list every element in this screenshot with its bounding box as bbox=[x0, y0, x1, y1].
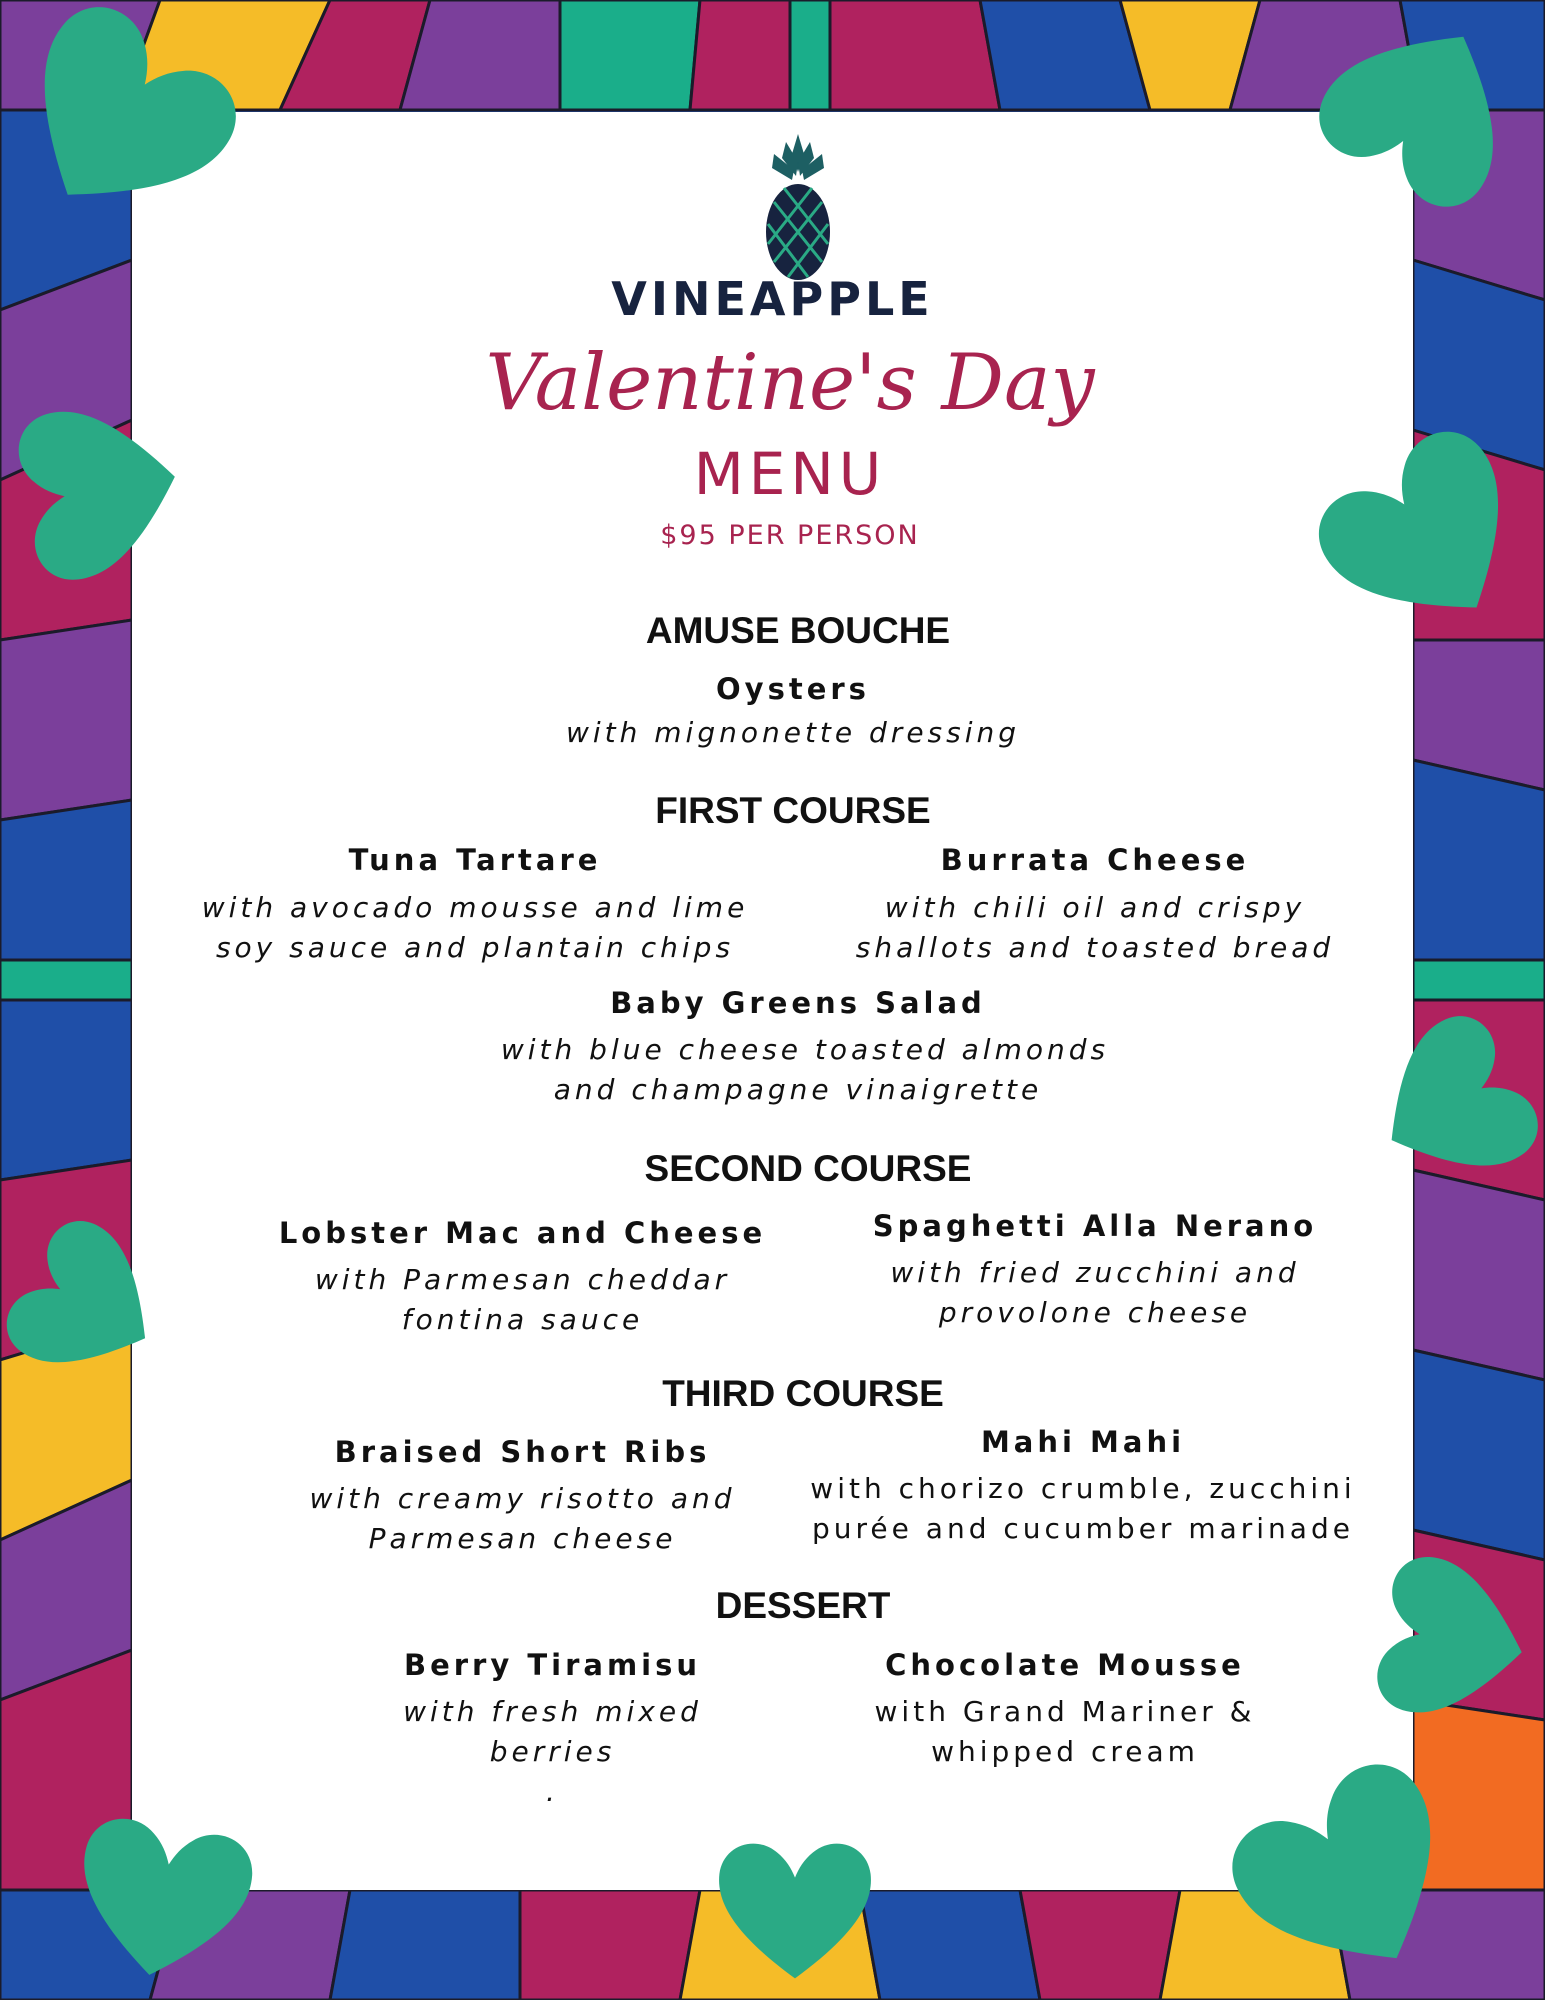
dish-name: Burrata Cheese bbox=[940, 843, 1250, 877]
dish-description: soy sauce and plantain chips bbox=[215, 931, 735, 964]
dish-description: provolone cheese bbox=[938, 1296, 1252, 1329]
section-title-second-course: SECOND COURSE bbox=[644, 1148, 972, 1189]
dish-description: shallots and toasted bread bbox=[855, 931, 1335, 964]
section-title-third-course: THIRD COURSE bbox=[662, 1373, 944, 1414]
dish-description: and champagne vinaigrette bbox=[553, 1073, 1043, 1106]
dish-description: with creamy risotto and bbox=[309, 1482, 736, 1515]
heart-icon bbox=[1360, 1515, 1545, 1765]
heart-icon bbox=[0, 1195, 175, 1415]
dish-description: with fresh mixed bbox=[403, 1695, 702, 1728]
dish-description: purée and cucumber marinade bbox=[812, 1512, 1354, 1545]
heart-icon bbox=[680, 1820, 910, 2000]
dish-description: with fried zucchini and bbox=[890, 1256, 1300, 1289]
dish-description: with chorizo crumble, zucchini bbox=[810, 1472, 1356, 1505]
price-label: $95 PER PERSON bbox=[660, 520, 920, 551]
title-script: Valentine's Day bbox=[485, 338, 1095, 428]
heart-icon bbox=[1225, 1755, 1475, 2000]
dish-description: fontina sauce bbox=[401, 1303, 644, 1336]
dish-description: . bbox=[546, 1775, 559, 1808]
heart-icon bbox=[1360, 990, 1545, 1220]
dish-description: with Parmesan cheddar bbox=[314, 1263, 731, 1296]
dish-name: Mahi Mahi bbox=[980, 1425, 1186, 1459]
dish-description: Parmesan cheese bbox=[368, 1522, 677, 1555]
heart-icon bbox=[1310, 425, 1545, 650]
pineapple-icon bbox=[760, 132, 836, 284]
heart-icon bbox=[0, 380, 200, 600]
dish-description: with chili oil and crispy bbox=[884, 891, 1306, 924]
heart-icon bbox=[55, 1800, 270, 2000]
brand-name: VINEAPPLE bbox=[611, 272, 934, 326]
dish-name: Lobster Mac and Cheese bbox=[278, 1216, 767, 1250]
dish-name: Braised Short Ribs bbox=[334, 1435, 711, 1469]
dish-description: with mignonette dressing bbox=[565, 716, 1021, 749]
dish-name: Berry Tiramisu bbox=[403, 1648, 702, 1682]
page-title: MENU bbox=[693, 440, 887, 508]
dish-name: Oysters bbox=[716, 672, 870, 706]
heart-icon bbox=[1300, 0, 1545, 215]
section-title-first-course: FIRST COURSE bbox=[655, 790, 931, 831]
heart-icon bbox=[0, 0, 240, 240]
dish-description: with Grand Mariner & bbox=[874, 1695, 1256, 1728]
dish-name: Tuna Tartare bbox=[348, 843, 602, 877]
section-title-dessert: DESSERT bbox=[715, 1585, 891, 1626]
dish-description: with blue cheese toasted almonds bbox=[500, 1033, 1110, 1066]
dish-description: berries bbox=[489, 1735, 616, 1768]
dish-name: Chocolate Mousse bbox=[885, 1648, 1245, 1682]
dish-description: whipped cream bbox=[931, 1735, 1199, 1768]
dish-description: with avocado mousse and lime bbox=[201, 891, 749, 924]
dish-name: Baby Greens Salad bbox=[610, 986, 986, 1020]
dish-name: Spaghetti Alla Nerano bbox=[872, 1209, 1318, 1243]
section-title-amuse-bouche: AMUSE BOUCHE bbox=[645, 610, 951, 651]
